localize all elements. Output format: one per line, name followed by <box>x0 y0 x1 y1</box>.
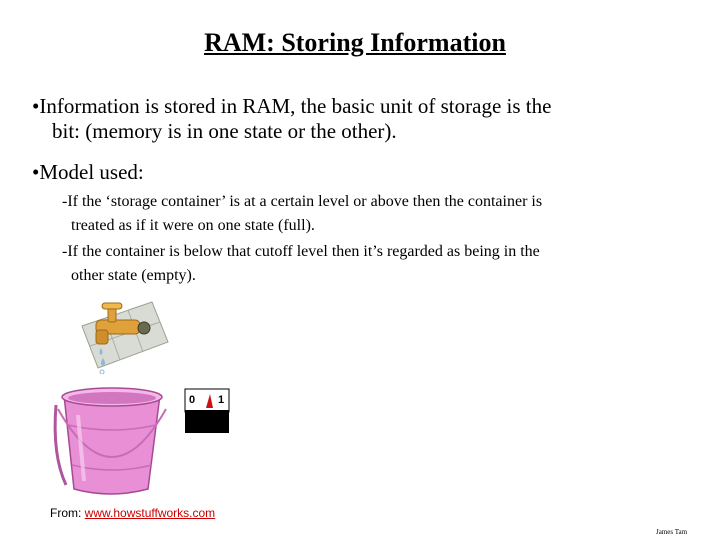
image-credit <box>50 506 215 520</box>
sub-bullet-text-line1: If the ‘storage container’ is at a certain level or above then the container is <box>67 193 543 210</box>
faucet-image <box>78 296 170 374</box>
sub-bullet-text-line2: other state (empty). <box>71 267 196 284</box>
sub-bullet-text-line1: If the container is below that cutoff level then it’s regarded as being in the <box>67 243 540 260</box>
credit-link[interactable]: www.howstuffworks.com <box>84 506 216 520</box>
sub-bullet-full-state <box>62 190 682 238</box>
sub-bullet-marker: - <box>62 193 68 210</box>
bullet-text-line1: Information is stored in RAM, the basic unit of storage is the <box>39 94 552 118</box>
bullet-text-line2: bit: (memory is in one state or the other). <box>52 119 397 143</box>
bullet-marker: • <box>32 94 40 118</box>
bullet-marker: • <box>32 160 40 184</box>
bucket-image <box>48 385 174 500</box>
level-meter-gauge <box>184 388 230 434</box>
bullet-text-line1: Model used: <box>39 160 144 184</box>
author-footer: James Tam <box>656 528 688 536</box>
meter-left-label: 0 <box>189 394 196 406</box>
bullet-ram-storage <box>32 94 682 144</box>
credit-prefix: From: <box>50 506 85 520</box>
slide-title: RAM: Storing Information <box>204 28 506 57</box>
sub-bullet-text-line2: treated as if it were on one state (full). <box>71 217 315 234</box>
meter-right-label: 1 <box>218 394 225 406</box>
bullet-model-used <box>32 160 682 185</box>
meter-graphic <box>184 388 230 434</box>
sub-bullet-empty-state <box>62 240 682 288</box>
sub-bullet-marker: - <box>62 243 68 260</box>
